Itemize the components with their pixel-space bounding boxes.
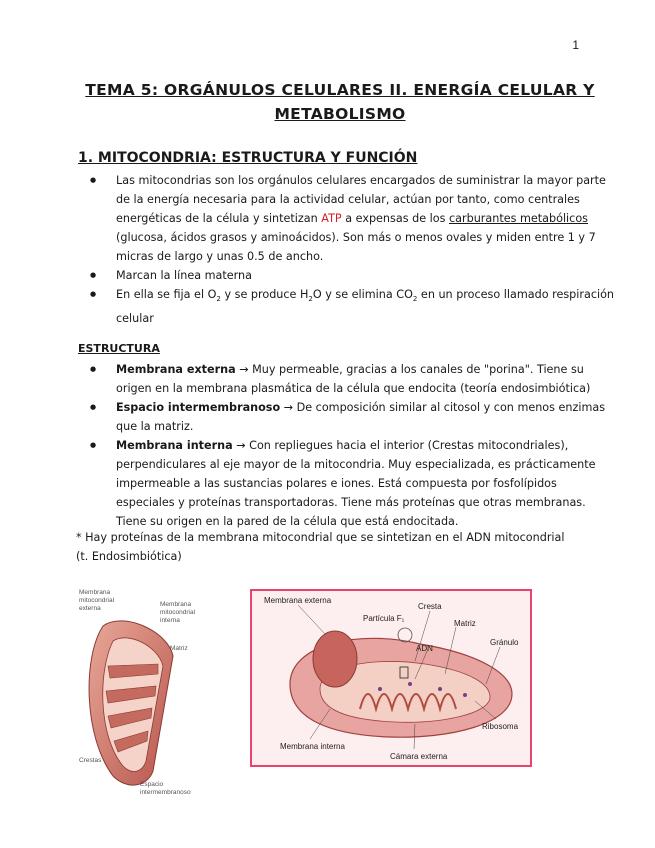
fig1-label-espacio-1: Espacio — [140, 781, 164, 788]
title-line-2: METABOLISMO — [274, 105, 406, 123]
estructura-heading: ESTRUCTURA — [78, 342, 160, 355]
list-item: ● Membrana interna → Con repliegues hacia el interior (Crestas mitocondriales), perpendiculares al eje mayor de la mitocondria. Muy especializada, es prácticamente impermeable a las sustancias polares e iones. Está compuesta por fosfolípidos especiales y proteínas transportadoras. Tiene más proteínas que otras membranas. Tiene su origen en la pared de la célula que está endocitada. — [116, 436, 616, 531]
fig2-label-camara: Cámara externa — [390, 752, 448, 761]
fig2-label-particula: Partícula F₁ — [363, 614, 405, 623]
fig1-label-membrana-interna-3: interna — [160, 617, 180, 624]
fig2-label-ribosoma: Ribosoma — [482, 722, 519, 731]
fig2-label-membrana-interna: Membrana interna — [280, 742, 345, 751]
fig1-label-espacio-2: intermembranoso — [140, 789, 191, 796]
footnote: * Hay proteínas de la membrana mitocondrial que se sintetizan en el ADN mitocondrial (t. Endosimbiótica) — [76, 531, 565, 563]
estructura-list — [80, 360, 616, 531]
fig2-label-granulo: Gránulo — [490, 638, 519, 647]
carburantes-link: carburantes metabólicos — [448, 212, 588, 225]
fig1-label-membrana-externa-1: Membrana — [79, 589, 111, 596]
fig2-label-matriz: Matriz — [454, 619, 476, 628]
fig1-label-membrana-externa-3: externa — [79, 605, 101, 612]
mitochondrion-cutaway-figure — [78, 586, 210, 801]
fig2-label-adn: ADN — [416, 644, 433, 653]
atp-highlight: ATP — [321, 212, 342, 225]
list-item: ● Membrana externa → Muy permeable, gracias a los canales de "porina". Tiene su origen en la membrana plasmática de la célula que endocita (teoría endosimbiótica) — [116, 360, 616, 398]
mitochondrion-labeled-figure — [250, 589, 532, 767]
list-item: ● En ella se fija el $O_2$ y se produce $H_2O$ y se elimina $CO_2$ en un proceso llamado respiración celular — [116, 285, 616, 328]
fig1-label-membrana-externa-2: mitocondrial — [79, 597, 115, 604]
page-number: 1 — [572, 38, 579, 52]
intro-list — [80, 171, 616, 328]
section-heading: 1. MITOCONDRIA: ESTRUCTURA Y FUNCIÓN — [78, 150, 418, 166]
list-item: ● Espacio intermembranoso → De composición similar al citosol y con menos enzimas que la matriz. — [116, 398, 616, 436]
fig1-label-membrana-interna-1: Membrana — [160, 601, 192, 608]
page-title — [60, 78, 620, 126]
fig1-label-matriz: Matriz — [170, 645, 188, 652]
fig2-label-membrana-externa: Membrana externa — [264, 596, 332, 605]
fig1-label-crestas: Crestas — [79, 757, 102, 764]
list-item: ● Las mitocondrias son los orgánulos celulares encargados de suministrar la mayor parte de la energía necesaria para la actividad celular, actúan por tanto, como centrales energéticas de la célula y sintetizan ATP a expensas de los carburantes metabólicos (glucosa, ácidos grasos y aminoácidos). Son más o menos ovales y miden entre 1 y 7 micras de largo y unas 0.5 de ancho. — [116, 171, 616, 266]
fig2-label-cresta: Cresta — [418, 602, 442, 611]
fig1-label-membrana-interna-2: mitocondrial — [160, 609, 196, 616]
title-line-1: TEMA 5: ORGÁNULOS CELULARES II. ENERGÍA CELULAR Y — [85, 81, 595, 99]
list-item: ● Marcan la línea materna — [116, 266, 616, 285]
